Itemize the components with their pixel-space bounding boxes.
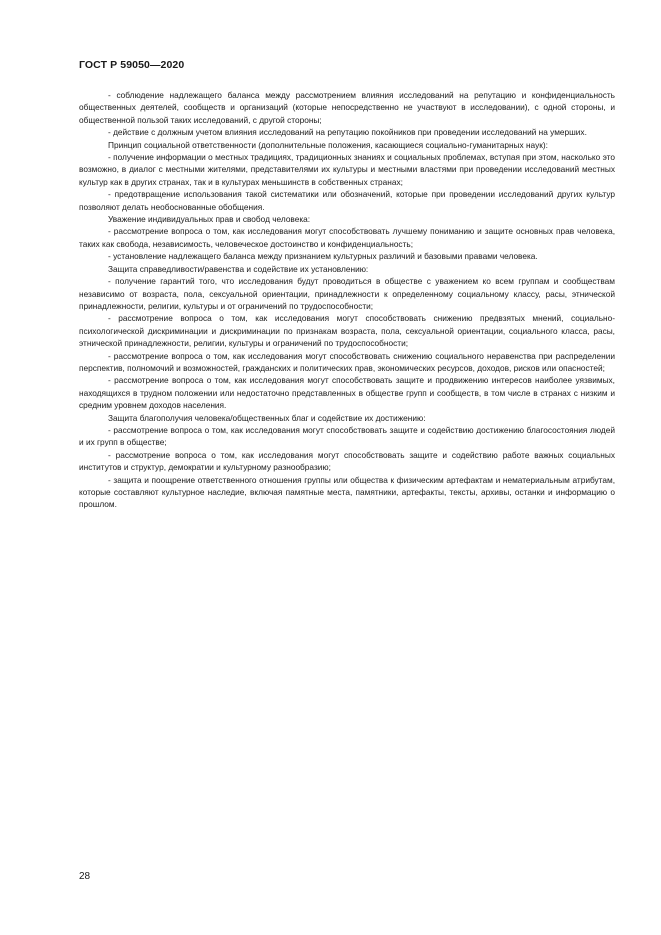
document-header-title: ГОСТ Р 59050—2020 <box>79 59 185 71</box>
paragraph: - рассмотрение вопроса о том, как исследования могут способствовать снижению социального неравенства при распределении перспектив, полномочий и возможностей, гражданских и политических прав, экономических ресурсов, доходов, рисков или опасностей; <box>79 350 615 373</box>
paragraph: - получение информации о местных традициях, традиционных знаниях и социальных проблемах, вступая при этом, насколько это возможно, в диалог с местными жителями, представителями их культуры и местными властями при проведении исследований местных культур как в других странах, так и в культурах меньшинств в собственных странах; <box>79 152 615 187</box>
paragraph: Защита благополучия человека/общественных благ и содействие их достижению: <box>108 412 426 423</box>
paragraph: - установление надлежащего баланса между признанием культурных различий и базовыми правами человека. <box>108 251 538 262</box>
paragraph: - рассмотрение вопроса о том, как исследования могут способствовать снижению предвзятых мнений, социально-психологической дискриминации и дискриминации по признакам возраста, пола, сексуальной ориентации, социального класса, расы, этнической принадлежности, религии, культуры и ограничений по трудоспособности; <box>79 313 615 349</box>
paragraph: Уважение индивидуальных прав и свобод человека: <box>108 214 311 225</box>
paragraph: - предотвращение использования такой систематики или обозначений, которые при проведении исследований других культур позволяют делать необоснованные обобщения. <box>79 189 615 212</box>
paragraph: Принцип социальной ответственности (дополнительные положения, касающиеся социально-гуманитарных наук): <box>108 139 548 150</box>
paragraph: - действие с должным учетом влияния исследований на репутацию покойников при проведении исследований на умерших. <box>108 127 587 138</box>
document-body <box>79 89 615 511</box>
page-number: 28 <box>79 871 91 882</box>
paragraph: - соблюдение надлежащего баланса между рассмотрением влияния исследований на репутацию и конфиденциальность общественных деятелей, сообществ и организаций (которые непосредственно не участвуют в исследовании), с одной стороны, и общественной пользой таких исследований, с другой стороны; <box>79 90 615 125</box>
paragraph: Защита справедливости/равенства и содействие их установлению: <box>108 263 369 274</box>
paragraph: - рассмотрение вопроса о том, как исследования могут способствовать защите и содействию достижению благосостояния людей и их групп в обществе; <box>79 424 615 448</box>
paragraph: - защита и поощрение ответственного отношения группы или общества к физическим артефактам и нематериальным атрибутам, которые составляют культурное наследие, включая памятные места, памятники, артефакты, тексты, архивы, останки и информацию о прошлом. <box>79 474 615 510</box>
paragraph: - рассмотрение вопроса о том, как исследования могут способствовать защите и содействию работе важных социальных институтов и структур, демократии и культурному разнообразию; <box>79 449 615 473</box>
paragraph: - рассмотрение вопроса о том, как исследования могут способствовать защите и продвижению интересов наиболее уязвимых, находящихся в трудном положении или недостаточно представленных в обществе групп и сообществ, в том числе в странах с низким и средним уровнем доходов населения. <box>79 375 615 411</box>
paragraph: - получение гарантий того, что исследования будут проводиться в обществе с уважением ко всем группам и сообществам независимо от возраста, пола, сексуальной ориентации, принадлежности к определенному социальному классу, расы, этнической принадлежности, религии, культуры и от ограничений по трудоспособности; <box>79 276 615 311</box>
paragraph: - рассмотрение вопроса о том, как исследования могут способствовать лучшему пониманию и защите основных прав человека, таких как свобода, независимость, человеческое достоинство и конфиденциальность; <box>79 226 615 249</box>
